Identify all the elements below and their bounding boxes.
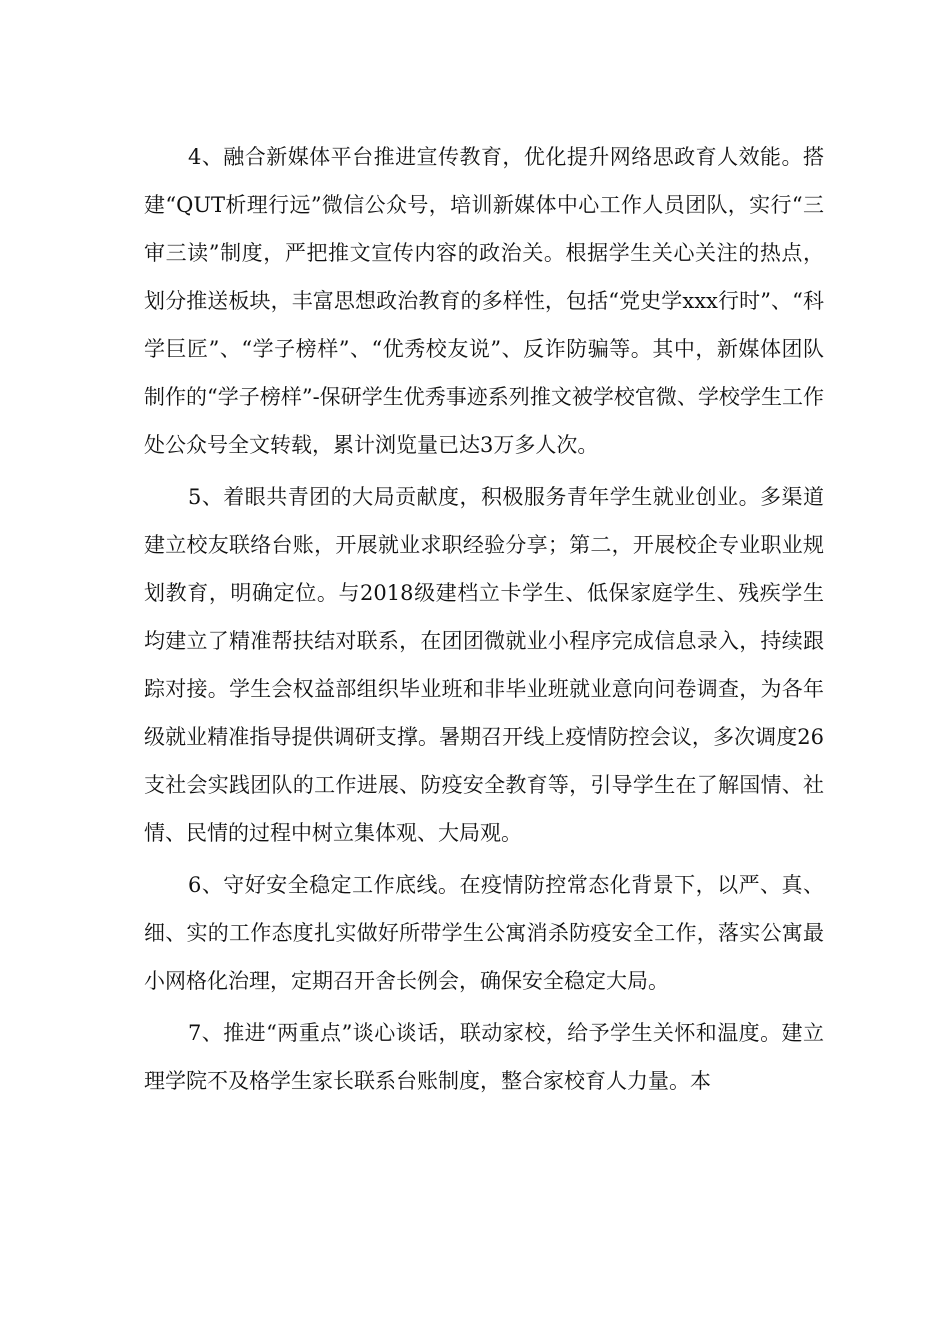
paragraph-item-5: 5、着眼共青团的大局贡献度，积极服务青年学生就业创业。多渠道建立校友联络台账，开展就业求职经验分享；第二，开展校企专业职业规划教育，明确定位。与2018级建档立卡学生、低保家庭学生、残疾学生均建立了精准帮扶结对联系，在团团微就业小程序完成信息录入，持续跟踪对接。学生会权益部组织毕业班和非毕业班就业意向问卷调查，为各年级就业精准指导提供调研支撑。暑期召开线上疫情防控会议，多次调度26支社会实践团队的工作进展、防疫安全教育等，引导学生在了解国情、社情、民情的过程中树立集体观、大局观。 <box>144 485 824 845</box>
paragraph-item-7: 7、推进“两重点”谈心谈话，联动家校，给予学生关怀和温度。建立理学院不及格学生家长联系台账制度，整合家校育人力量。本 <box>144 1021 824 1093</box>
document-body <box>144 133 824 1105</box>
paragraph-item-4: 4、融合新媒体平台推进宣传教育，优化提升网络思政育人效能。搭建“QUT析理行远”微信公众号，培训新媒体中心工作人员团队，实行“三审三读”制度，严把推文宣传内容的政治关。根据学生关心关注的热点，划分推送板块，丰富思想政治教育的多样性，包括“党史学xxx行时”、“科学巨匠”、“学子榜样”、“优秀校友说”、反诈防骗等。其中，新媒体团队制作的“学子榜样”-保研学生优秀事迹系列推文被学校官微、学校学生工作处公众号全文转载，累计浏览量已达3万多人次。 <box>144 145 824 457</box>
paragraph-item-6: 6、守好安全稳定工作底线。在疫情防控常态化背景下，以严、真、细、实的工作态度扎实做好所带学生公寓消杀防疫安全工作，落实公寓最小网格化治理，定期召开舍长例会，确保安全稳定大局。 <box>144 873 824 993</box>
